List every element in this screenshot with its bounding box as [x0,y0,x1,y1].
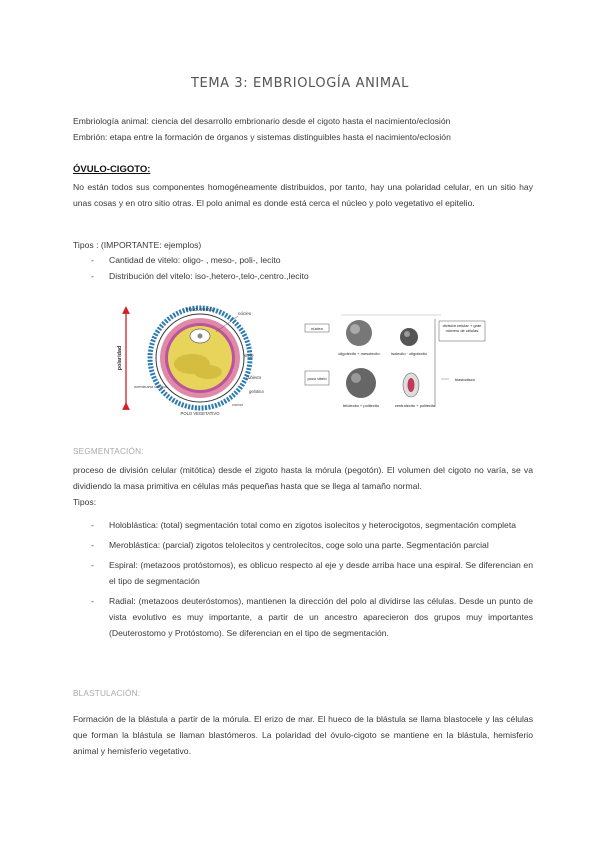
list-item: - Holoblástica: (total) segmentación total como en zigotos isolecitos y heterocigotos, segmentación completa [91,517,533,533]
intro-definition-embrion: Embrión: etapa entre la formación de órganos y sistemas distinguibles hasta el nacimiento/eclosión [73,132,451,142]
egg-isolecito [400,328,418,346]
egg-structure-figure [112,302,272,420]
segmentacion-tipos-list [91,517,533,641]
label-blastodisco: blastodisco [455,377,476,382]
label-polo-animal: POLO ANIMAL [185,307,215,312]
heading-segmentacion: SEGMENTACIÓN: [73,447,144,456]
label-nucleo-small: núcleo [311,326,323,331]
segmentacion-paragraph: proceso de división celular (mitótica) desde el zigoto hasta la mórula (pegotón). El volumen del cigoto no varía, se va dividiendo la masa primitiva en células más pequeñas hasta que se llega al tamaño normal. [73,465,533,491]
list-item: - Espiral: (metazoos protóstomos), es oblicuo respecto al eje y desde arriba hace una espiral. Se diferencian en el tipo de segmentación [91,557,533,589]
caption-centrolecito: centrolecito + polilecito [394,403,436,408]
caption-isolecito: isolecito · oligolecito [391,351,427,356]
egg-oligolecito [346,320,372,346]
segmentacion-tipos-label: Tipos: [73,497,97,507]
label-nucleo: núcleo [238,311,252,316]
list-item: - Distribución del vitelo: iso-,hetero-,telo-,centro.,lecito [91,268,531,284]
heading-ovulo-cigoto: ÓVULO-CIGOTO: [73,164,151,175]
label-polo-vegetativo: POLO VEGETATIVO [180,411,220,416]
note-division: división celular + gran número de células [442,323,482,333]
label-corion: corion [232,402,243,407]
label-membrana-vitelina: membrana vitelina [134,384,167,389]
list-item: - Cantidad de vitelo: oligo- , meso-, poli-, lecito [91,252,531,268]
caption-oligolecito: oligolecito + mesolecito [338,351,380,356]
label-gelatina: gelatina [249,389,264,394]
ovulo-paragraph: No están todos sus componentes homogéneamente distribuidos, por tanto, hay una polaridad celular, en un sitio hay unas cosas y en otro sitio otras. El polo animal es donde está cerca el núcleo y polo vegetativo el epitelio. [73,182,533,208]
egg-types-figure [303,309,503,413]
blastulacion-paragraph: Formación de la blástula a partir de la mórula. El erizo de mar. El hueco de la blástula se llama blastocele y las células que forman la blástula se llaman blastómeros. La polaridad del óvulo-cigoto se mantiene en la blástula, hemisferio animal y hemisferio vegetativo. [73,714,533,756]
page-title: TEMA 3: EMBRIOLOGÍA ANIMAL [191,76,409,91]
label-polaridad: polaridad [117,345,123,371]
caption-telolecito: telolecito + polilecito [343,403,379,408]
list-item: - Radial: (metazoos deuteróstomos), mantienen la dirección del polo al dividirse las células. Desde un punto de vista evolutivo es muy importante, a partir de un ancestro aparecieron dos grupos muy importantes (Deuterostomo y Protóstomo). Se diferencian en el tipo de segmentación. [91,593,533,641]
label-poco-vitelo: poco vitelo [307,376,327,381]
label-vitelo: vitelo [243,353,254,358]
intro-definition-embriologia: Embriología animal: ciencia del desarrollo embrionario desde el cigoto hasta el nacimiento/eclosión [73,116,451,126]
ovulo-tipos-list [91,252,531,284]
egg-telolecito [346,368,376,398]
list-item: - Meroblástica: (parcial) zigotos telolecitos y centrolecitos, coge solo una parte. Segmentación parcial [91,537,533,553]
label-cubierta: cubierta [246,375,261,380]
heading-blastulacion: BLASTULACIÓN: [73,689,141,698]
ovulo-tipos-label: Tipos : (IMPORTANTE: ejemplos) [73,240,202,250]
